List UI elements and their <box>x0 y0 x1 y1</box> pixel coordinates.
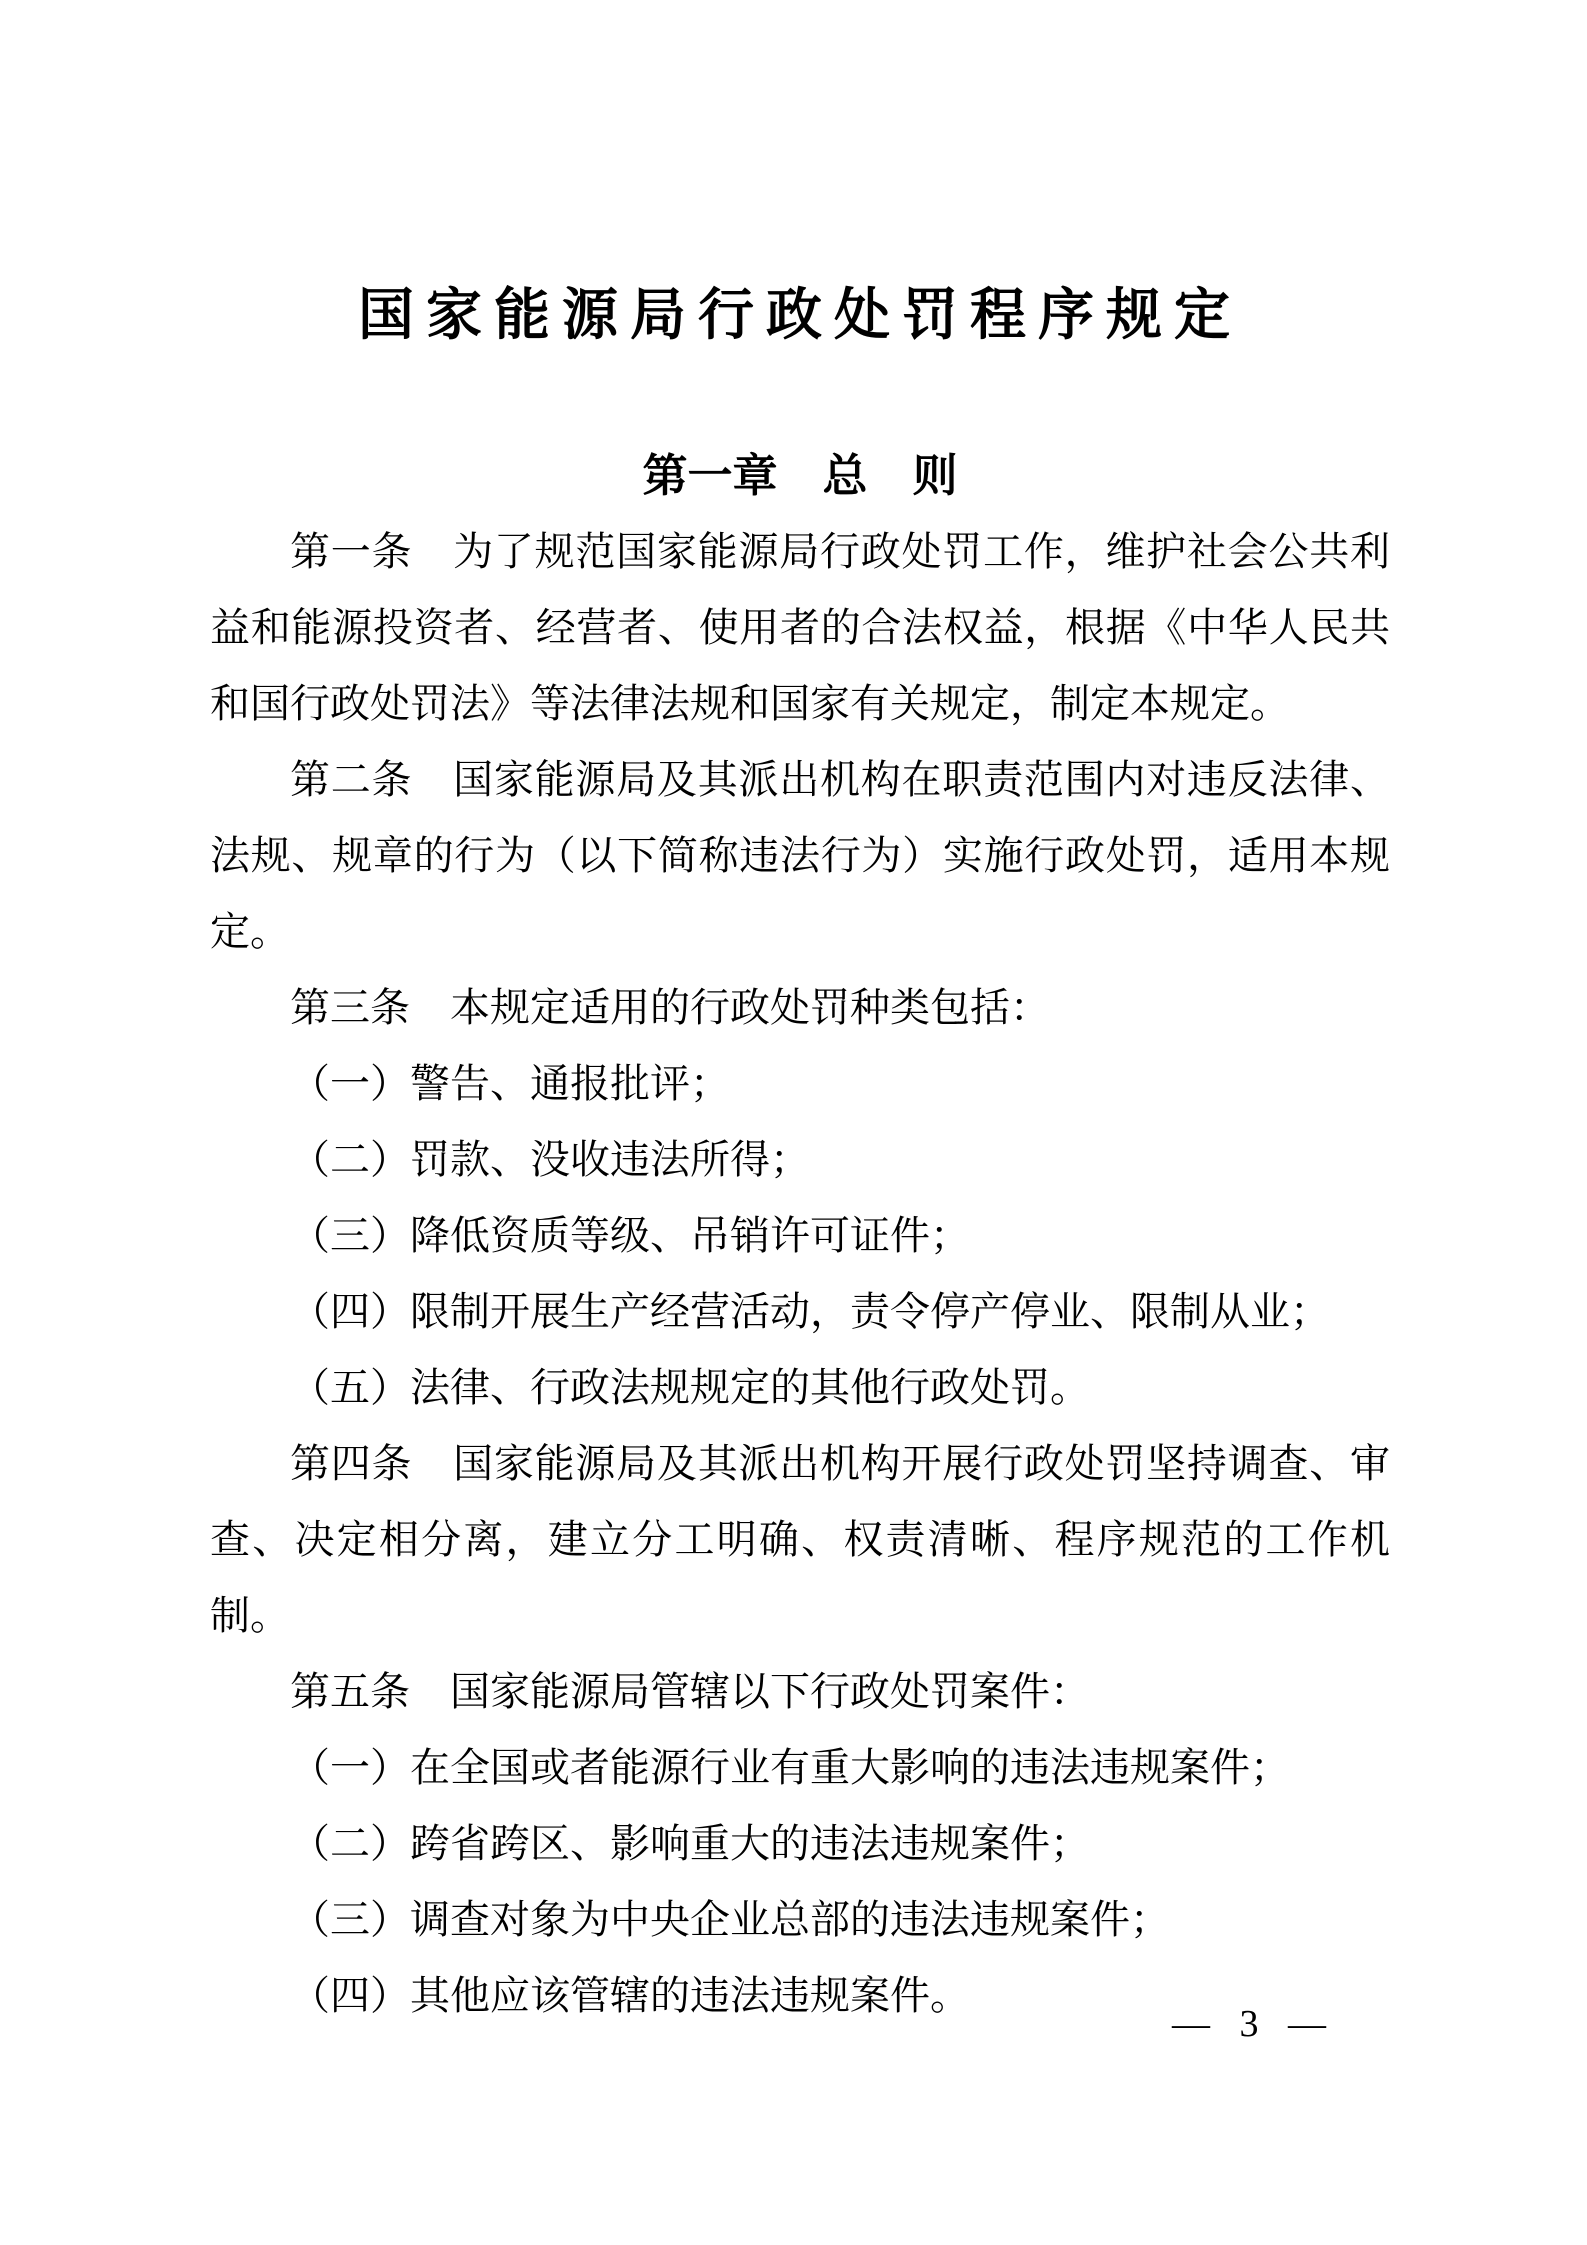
article-5-item-2: （二）跨省跨区、影响重大的违法违规案件； <box>290 1822 1090 1866</box>
article-3-item-2: （二）罚款、没收违法所得； <box>290 1138 810 1182</box>
article-5-intro: 第五条 国家能源局管辖以下行政处罚案件： <box>290 1670 1090 1714</box>
article-1-text: 第一条 为了规范国家能源局行政处罚工作，维护社会公共利益和能源投资者、经营者、使用者的合法权益，根据《中华人民共和国行政处罚法》等法律法规和国家有关规定，制定本规定。 <box>210 530 1390 726</box>
article-3-item-4: （四）限制开展生产经营活动，责令停产停业、限制从业； <box>290 1290 1330 1334</box>
article-5-item-1: （一）在全国或者能源行业有重大影响的违法违规案件； <box>290 1746 1290 1790</box>
document-body <box>210 514 1390 2034</box>
article-3-item-1: （一）警告、通报批评； <box>290 1062 730 1106</box>
article-5-item-3: （三）调查对象为中央企业总部的违法违规案件； <box>290 1898 1170 1942</box>
article-5-item-4: （四）其他应该管辖的违法违规案件。 <box>290 1974 970 2018</box>
document-title: 国家能源局行政处罚程序规定 <box>358 282 1242 348</box>
article-3-item-3: （三）降低资质等级、吊销许可证件； <box>290 1214 970 1258</box>
article-3-item-5: （五）法律、行政法规规定的其他行政处罚。 <box>290 1366 1090 1410</box>
article-3-intro: 第三条 本规定适用的行政处罚种类包括： <box>290 986 1050 1030</box>
article-2-text: 第二条 国家能源局及其派出机构在职责范围内对违反法律、法规、规章的行为（以下简称违法行为）实施行政处罚，适用本规定。 <box>210 758 1390 954</box>
page-number: — 3 — <box>1172 2003 1332 2045</box>
chapter-heading: 第一章 总 则 <box>642 450 958 501</box>
article-4-text: 第四条 国家能源局及其派出机构开展行政处罚坚持调查、审查、决定相分离，建立分工明确、权责清晰、程序规范的工作机制。 <box>210 1442 1390 1638</box>
